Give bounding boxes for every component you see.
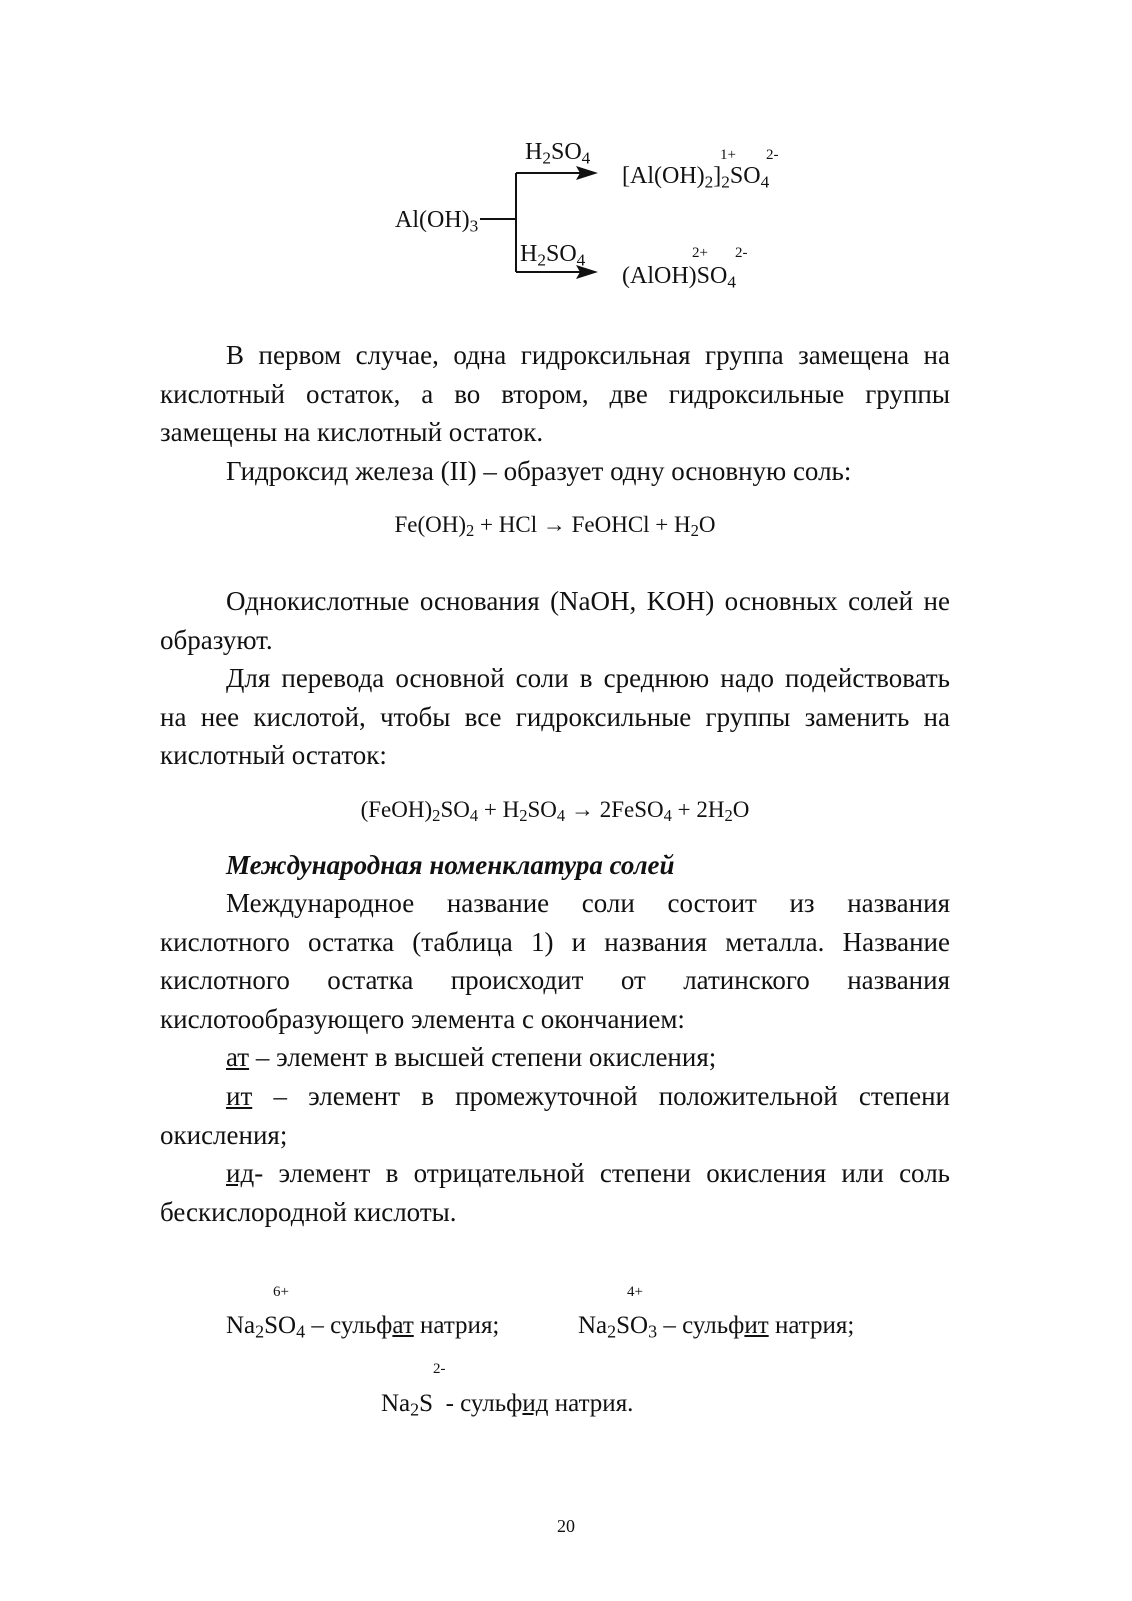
ending-id: ид- элемент в отрицательной степени окисления или соль бескислородной кислоты. <box>160 1158 950 1227</box>
suffix-id: ид <box>226 1158 255 1188</box>
suffix-it: ит <box>226 1081 253 1111</box>
oxidation-state-sulfide: 2- <box>433 1361 446 1377</box>
equation-fe-hcl: $Fe(OH)_2$ + HCl → FeOHCl + $H_2O$ <box>394 512 716 541</box>
paragraph-international-name: Международное название соли состоит из названия кислотного остатка (таблица 1) и названия металла. Название кислотного остатка происходит от латинского названия кислотообразующего элемента с окончанием: <box>160 888 950 1034</box>
example-sulfide: $Na_2S$ - сульфид натрия. <box>381 1390 634 1420</box>
reaction-scheme <box>390 130 830 300</box>
charge-top-cation: 1+ <box>720 147 736 163</box>
page-number: 20 <box>557 1516 575 1536</box>
charge-bottom-anion: 2- <box>735 245 748 261</box>
reagent-top: $H_2SO_4$ <box>525 139 591 168</box>
reactant-formula: $Al(OH)_3$ <box>395 207 479 236</box>
product-bottom: $(AlOH)SO_4$ <box>622 263 736 292</box>
ending-it: ит – элемент в промежуточной положительной степени окисления; <box>160 1081 950 1150</box>
equation-feoh-h2so4: $(FeOH)_2SO_4 + H_2SO_4$ → 2FeSO$_4$ + $2H_2O$ <box>360 797 750 826</box>
charge-bottom-cation: 2+ <box>692 245 708 261</box>
example-sulfite: $Na_2SO_3$ – сульфит натрия; <box>578 1312 855 1342</box>
suffix-at: ат <box>226 1042 250 1072</box>
charge-top-anion: 2- <box>766 147 779 163</box>
paragraph-conversion: Для перевода основной соли в среднюю надо подействовать на нее кислотой, чтобы все гидроксильные группы заменить на кислотный остаток: <box>160 663 950 770</box>
section-heading: Международная номенклатура солей <box>226 850 675 880</box>
oxidation-state-sulfite: 4+ <box>627 1284 643 1300</box>
example-sulfate: $Na_2SO_4$ – сульфат натрия; <box>226 1312 500 1342</box>
oxidation-state-sulfate: 6+ <box>273 1284 289 1300</box>
paragraph-monoacid-bases: Однокислотные основания (NaOH, KOH) основных солей не образуют. <box>160 586 950 655</box>
product-top: $[Al(OH)_2]_2SO_4$ <box>622 163 770 192</box>
reagent-bottom: $H_2SO_4$ <box>520 241 586 270</box>
paragraph-iron-hydroxide: Гидроксид железа (II) – образует одну основную соль: <box>226 456 852 486</box>
paragraph-substitution: В первом случае, одна гидроксильная группа замещена на кислотный остаток, а во втором, две гидроксильные группы замещены на кислотный остаток. <box>160 340 950 447</box>
ending-at: ат – элемент в высшей степени окисления; <box>226 1042 717 1072</box>
